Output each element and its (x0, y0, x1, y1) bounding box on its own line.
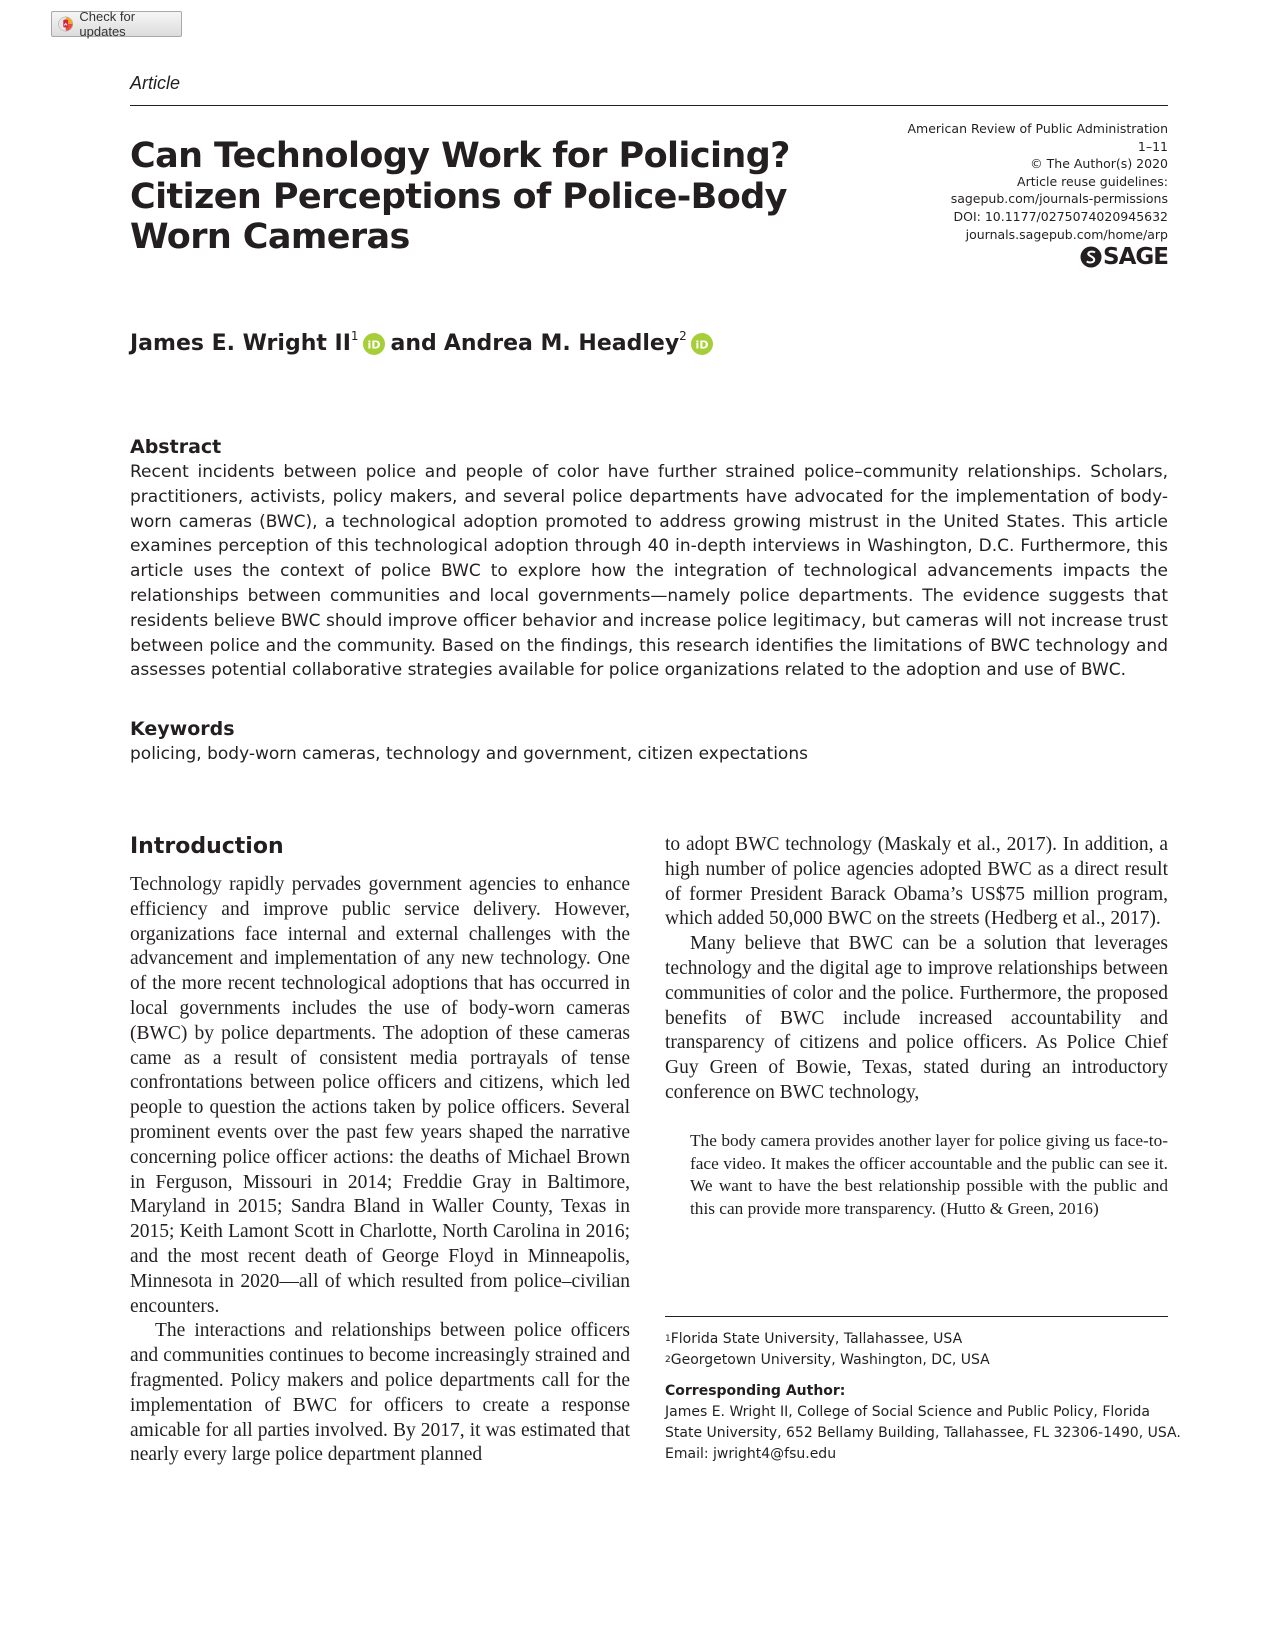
title-line: Can Technology Work for Policing? (130, 136, 790, 176)
doi-link[interactable]: DOI: 10.1177/0275074020945632 (953, 208, 1168, 224)
footnote-rule (665, 1316, 1168, 1317)
corresponding-author-line: James E. Wright II, College of Social Science and Public Policy, Florida (665, 1404, 1150, 1420)
copyright: © The Author(s) 2020 (1030, 156, 1168, 172)
header-rule (130, 105, 1168, 106)
article-title (130, 136, 790, 258)
affiliation-text: Georgetown University, Washington, DC, USA (670, 1352, 990, 1368)
body-paragraph: The interactions and relationships between police officers and communities continues to become increasingly strained and fragmented. Policy makers and police departments call for the implementation of BWC for officers to create a response amicable for all parties involved. By 2017, it was estimated that nearly every large police department planned (130, 1320, 630, 1466)
introduction-heading: Introduction (130, 834, 284, 859)
sage-logo-text: SAGE (1103, 244, 1168, 270)
affiliation-marker: 2 (679, 329, 687, 343)
corresponding-author-label: Corresponding Author: (665, 1383, 846, 1399)
author-list (130, 331, 719, 356)
abstract-text: Recent incidents between police and people of color have further strained police–community relationships. Scholars, practitioners, activists, policy makers, and several police departments have advocated for the implementation of body-worn cameras (BWC), a technological adoption promoted to address growing mistrust in the United States. This article examines perception of this technological adoption through 40 in-depth interviews in Washington, D.C. Furthermore, this article uses the context of police BWC to explore how the integration of technological advancements impacts the relationships between communities and local governments—namely police departments. The evidence suggests that residents believe BWC should improve officer behavior and increase police legitimacy, but cameras will not increase trust between police and the community. Based on the findings, this research identifies the limitations of BWC technology and assesses potential collaborative strategies available for police organizations related to the adoption and use of BWC. (130, 462, 1168, 681)
keywords-heading: Keywords (130, 718, 235, 740)
sage-logo-icon (1080, 246, 1102, 268)
left-column (130, 873, 630, 1468)
title-line: Worn Cameras (130, 217, 410, 257)
page-range: 1–11 (1137, 138, 1168, 154)
svg-text:iD: iD (695, 338, 709, 352)
svg-text:iD: iD (367, 338, 380, 352)
affiliation-line (665, 1329, 1175, 1350)
title-line: Citizen Perceptions of Police-Body (130, 176, 787, 217)
permissions-link[interactable]: sagepub.com/journals-permissions (950, 191, 1168, 207)
body-paragraph: Technology rapidly pervades government agencies to enhance efficiency and improve public service delivery. However, organizations face internal and external challenges with the advancement and implementation of any new technology. One of the more recent technological adoptions that has occurred in local governments includes the use of body-worn cameras (BWC) by police departments. The adoption of these cameras came as a result of consistent media portrayals of tense confrontations between police officers and citizens, which led people to question the actions taken by police officers. Several prominent events over the past few years shaped the narrative concerning police officer actions: the deaths of Michael Brown in Ferguson, Missouri in 2014; Freddie Gray in Baltimore, Maryland in 2015; Sandra Bland in Waller County, Texas in 2015; Keith Lamont Scott in Charlotte, North Carolina in 2016; and the most recent death of George Floyd in Minneapolis, Minnesota in 2020—all of which resulted from police–civilian encounters. (130, 874, 630, 1317)
check-updates-icon (58, 16, 73, 32)
affiliation-number: 1 (665, 1334, 671, 1344)
orcid-icon[interactable] (363, 333, 385, 355)
article-type-label: Article (130, 73, 181, 93)
corresponding-author-email[interactable]: Email: jwright4@fsu.edu (665, 1446, 837, 1462)
footnotes (665, 1329, 1181, 1465)
affiliation-text: Florida State University, Tallahassee, USA (670, 1331, 963, 1347)
block-quote: The body camera provides another layer for police giving us face-to-face video. It makes the officer accountable and the public can see it. We want to have the best relationship possible with the public and this can provide more transparency. (Hutto & Green, 2016) (690, 1130, 1168, 1219)
journal-home-link[interactable]: journals.sagepub.com/home/arp (965, 226, 1168, 242)
abstract-heading: Abstract (130, 436, 222, 458)
affiliation-number: 2 (665, 1355, 671, 1365)
affiliation-line (665, 1350, 1175, 1371)
orcid-icon[interactable] (691, 333, 713, 355)
author-name[interactable]: James E. Wright II (130, 331, 351, 356)
keywords-text: policing, body-worn cameras, technology and government, citizen expectations (130, 744, 808, 764)
sage-logo (1080, 244, 1168, 270)
body-paragraph: Many believe that BWC can be a solution that leverages technology and the digital age to improve relationships between communities of color and the police. Furthermore, the proposed benefits of BWC include increased accountability and transparency of citizens and police officers. As Police Chief Guy Green of Bowie, Texas, stated during an introductory conference on BWC technology, (665, 933, 1168, 1103)
author-name[interactable]: Andrea M. Headley (443, 331, 680, 356)
author-connector: and (390, 331, 437, 356)
corresponding-author-line: State University, 652 Bellamy Building, Tallahassee, FL 32306-1490, USA. (665, 1425, 1181, 1441)
check-updates-label: Check for updates (79, 9, 136, 39)
body-paragraph: to adopt BWC technology (Maskaly et al., 2017). In addition, a high number of police agencies adopted BWC as a direct result of former President Barack Obama’s US$75 million program, which added 50,000 BWC on the streets (Hedberg et al., 2017). (665, 834, 1168, 930)
right-column (665, 833, 1168, 1221)
journal-meta (908, 120, 1169, 243)
journal-name: American Review of Public Administration (907, 121, 1168, 136)
check-for-updates-button[interactable] (51, 11, 182, 37)
affiliation-marker: 1 (350, 329, 359, 343)
reuse-guidelines-label: Article reuse guidelines: (1017, 173, 1168, 189)
